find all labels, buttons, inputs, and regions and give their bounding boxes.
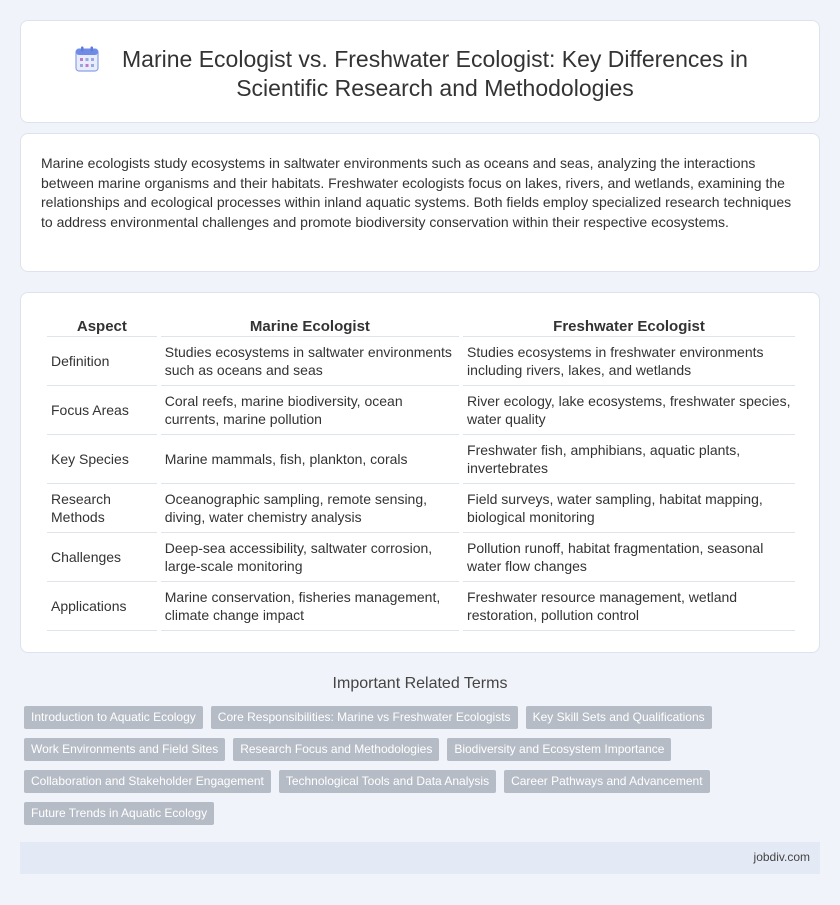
header-freshwater: Freshwater Ecologist bbox=[463, 317, 795, 337]
row-aspect: Focus Areas bbox=[47, 386, 157, 435]
table-row bbox=[47, 582, 795, 631]
tag-core-responsibilities[interactable]: Core Responsibilities: Marine vs Freshwater Ecologists bbox=[211, 706, 518, 729]
header-marine: Marine Ecologist bbox=[161, 317, 459, 337]
row-freshwater: Pollution runoff, habitat fragmentation, seasonal water flow changes bbox=[463, 533, 795, 582]
row-aspect: Key Species bbox=[47, 435, 157, 484]
page-title: Marine Ecologist vs. Freshwater Ecologist: Key Differences in Scientific Research and Methodologies bbox=[122, 46, 748, 101]
tag-research-focus[interactable]: Research Focus and Methodologies bbox=[233, 738, 439, 761]
tag-work-environments[interactable]: Work Environments and Field Sites bbox=[24, 738, 225, 761]
footer-site-link[interactable]: jobdiv.com bbox=[753, 850, 810, 864]
row-aspect: Applications bbox=[47, 582, 157, 631]
row-marine: Marine conservation, fisheries management, climate change impact bbox=[161, 582, 459, 631]
row-freshwater: Freshwater fish, amphibians, aquatic plants, invertebrates bbox=[463, 435, 795, 484]
tag-technological-tools[interactable]: Technological Tools and Data Analysis bbox=[279, 770, 496, 793]
intro-paragraph: Marine ecologists study ecosystems in saltwater environments such as oceans and seas, analyzing the interactions between marine organisms and their habitats. Freshwater ecologists focus on lakes, rivers, and wetlands, examining the relationships and ecological processes within inland aquatic systems. Both fields employ specialized research techniques to address environmental challenges and promote biodiversity conservation within their respective ecosystems. bbox=[41, 155, 792, 230]
table-row bbox=[47, 435, 795, 484]
row-marine: Studies ecosystems in saltwater environments such as oceans and seas bbox=[161, 337, 459, 386]
comparison-card bbox=[20, 292, 820, 653]
calendar-grid-icon bbox=[75, 46, 99, 72]
table-row bbox=[47, 337, 795, 386]
row-freshwater: Freshwater resource management, wetland restoration, pollution control bbox=[463, 582, 795, 631]
table-header-row bbox=[47, 317, 795, 337]
title-wrap bbox=[21, 45, 819, 103]
tag-career-pathways[interactable]: Career Pathways and Advancement bbox=[504, 770, 709, 793]
row-aspect: Research Methods bbox=[47, 484, 157, 533]
related-terms-tags bbox=[24, 706, 784, 825]
row-marine: Oceanographic sampling, remote sensing, diving, water chemistry analysis bbox=[161, 484, 459, 533]
row-freshwater: Field surveys, water sampling, habitat mapping, biological monitoring bbox=[463, 484, 795, 533]
header-card bbox=[20, 20, 820, 123]
row-aspect: Definition bbox=[47, 337, 157, 386]
tag-collaboration[interactable]: Collaboration and Stakeholder Engagement bbox=[24, 770, 271, 793]
intro-card bbox=[20, 133, 820, 272]
tag-key-skill-sets[interactable]: Key Skill Sets and Qualifications bbox=[526, 706, 712, 729]
row-marine: Coral reefs, marine biodiversity, ocean currents, marine pollution bbox=[161, 386, 459, 435]
table-row bbox=[47, 386, 795, 435]
related-terms-title: Important Related Terms bbox=[332, 675, 508, 692]
comparison-table bbox=[43, 317, 799, 631]
row-aspect: Challenges bbox=[47, 533, 157, 582]
row-marine: Deep-sea accessibility, saltwater corrosion, large-scale monitoring bbox=[161, 533, 459, 582]
tag-biodiversity-importance[interactable]: Biodiversity and Ecosystem Importance bbox=[447, 738, 671, 761]
footer-bar bbox=[20, 842, 820, 874]
row-freshwater: Studies ecosystems in freshwater environments including rivers, lakes, and wetlands bbox=[463, 337, 795, 386]
row-marine: Marine mammals, fish, plankton, corals bbox=[161, 435, 459, 484]
table-row bbox=[47, 484, 795, 533]
row-freshwater: River ecology, lake ecosystems, freshwater species, water quality bbox=[463, 386, 795, 435]
tag-future-trends[interactable]: Future Trends in Aquatic Ecology bbox=[24, 802, 214, 825]
table-row bbox=[47, 533, 795, 582]
tag-introduction-aquatic-ecology[interactable]: Introduction to Aquatic Ecology bbox=[24, 706, 203, 729]
header-aspect: Aspect bbox=[47, 317, 157, 337]
